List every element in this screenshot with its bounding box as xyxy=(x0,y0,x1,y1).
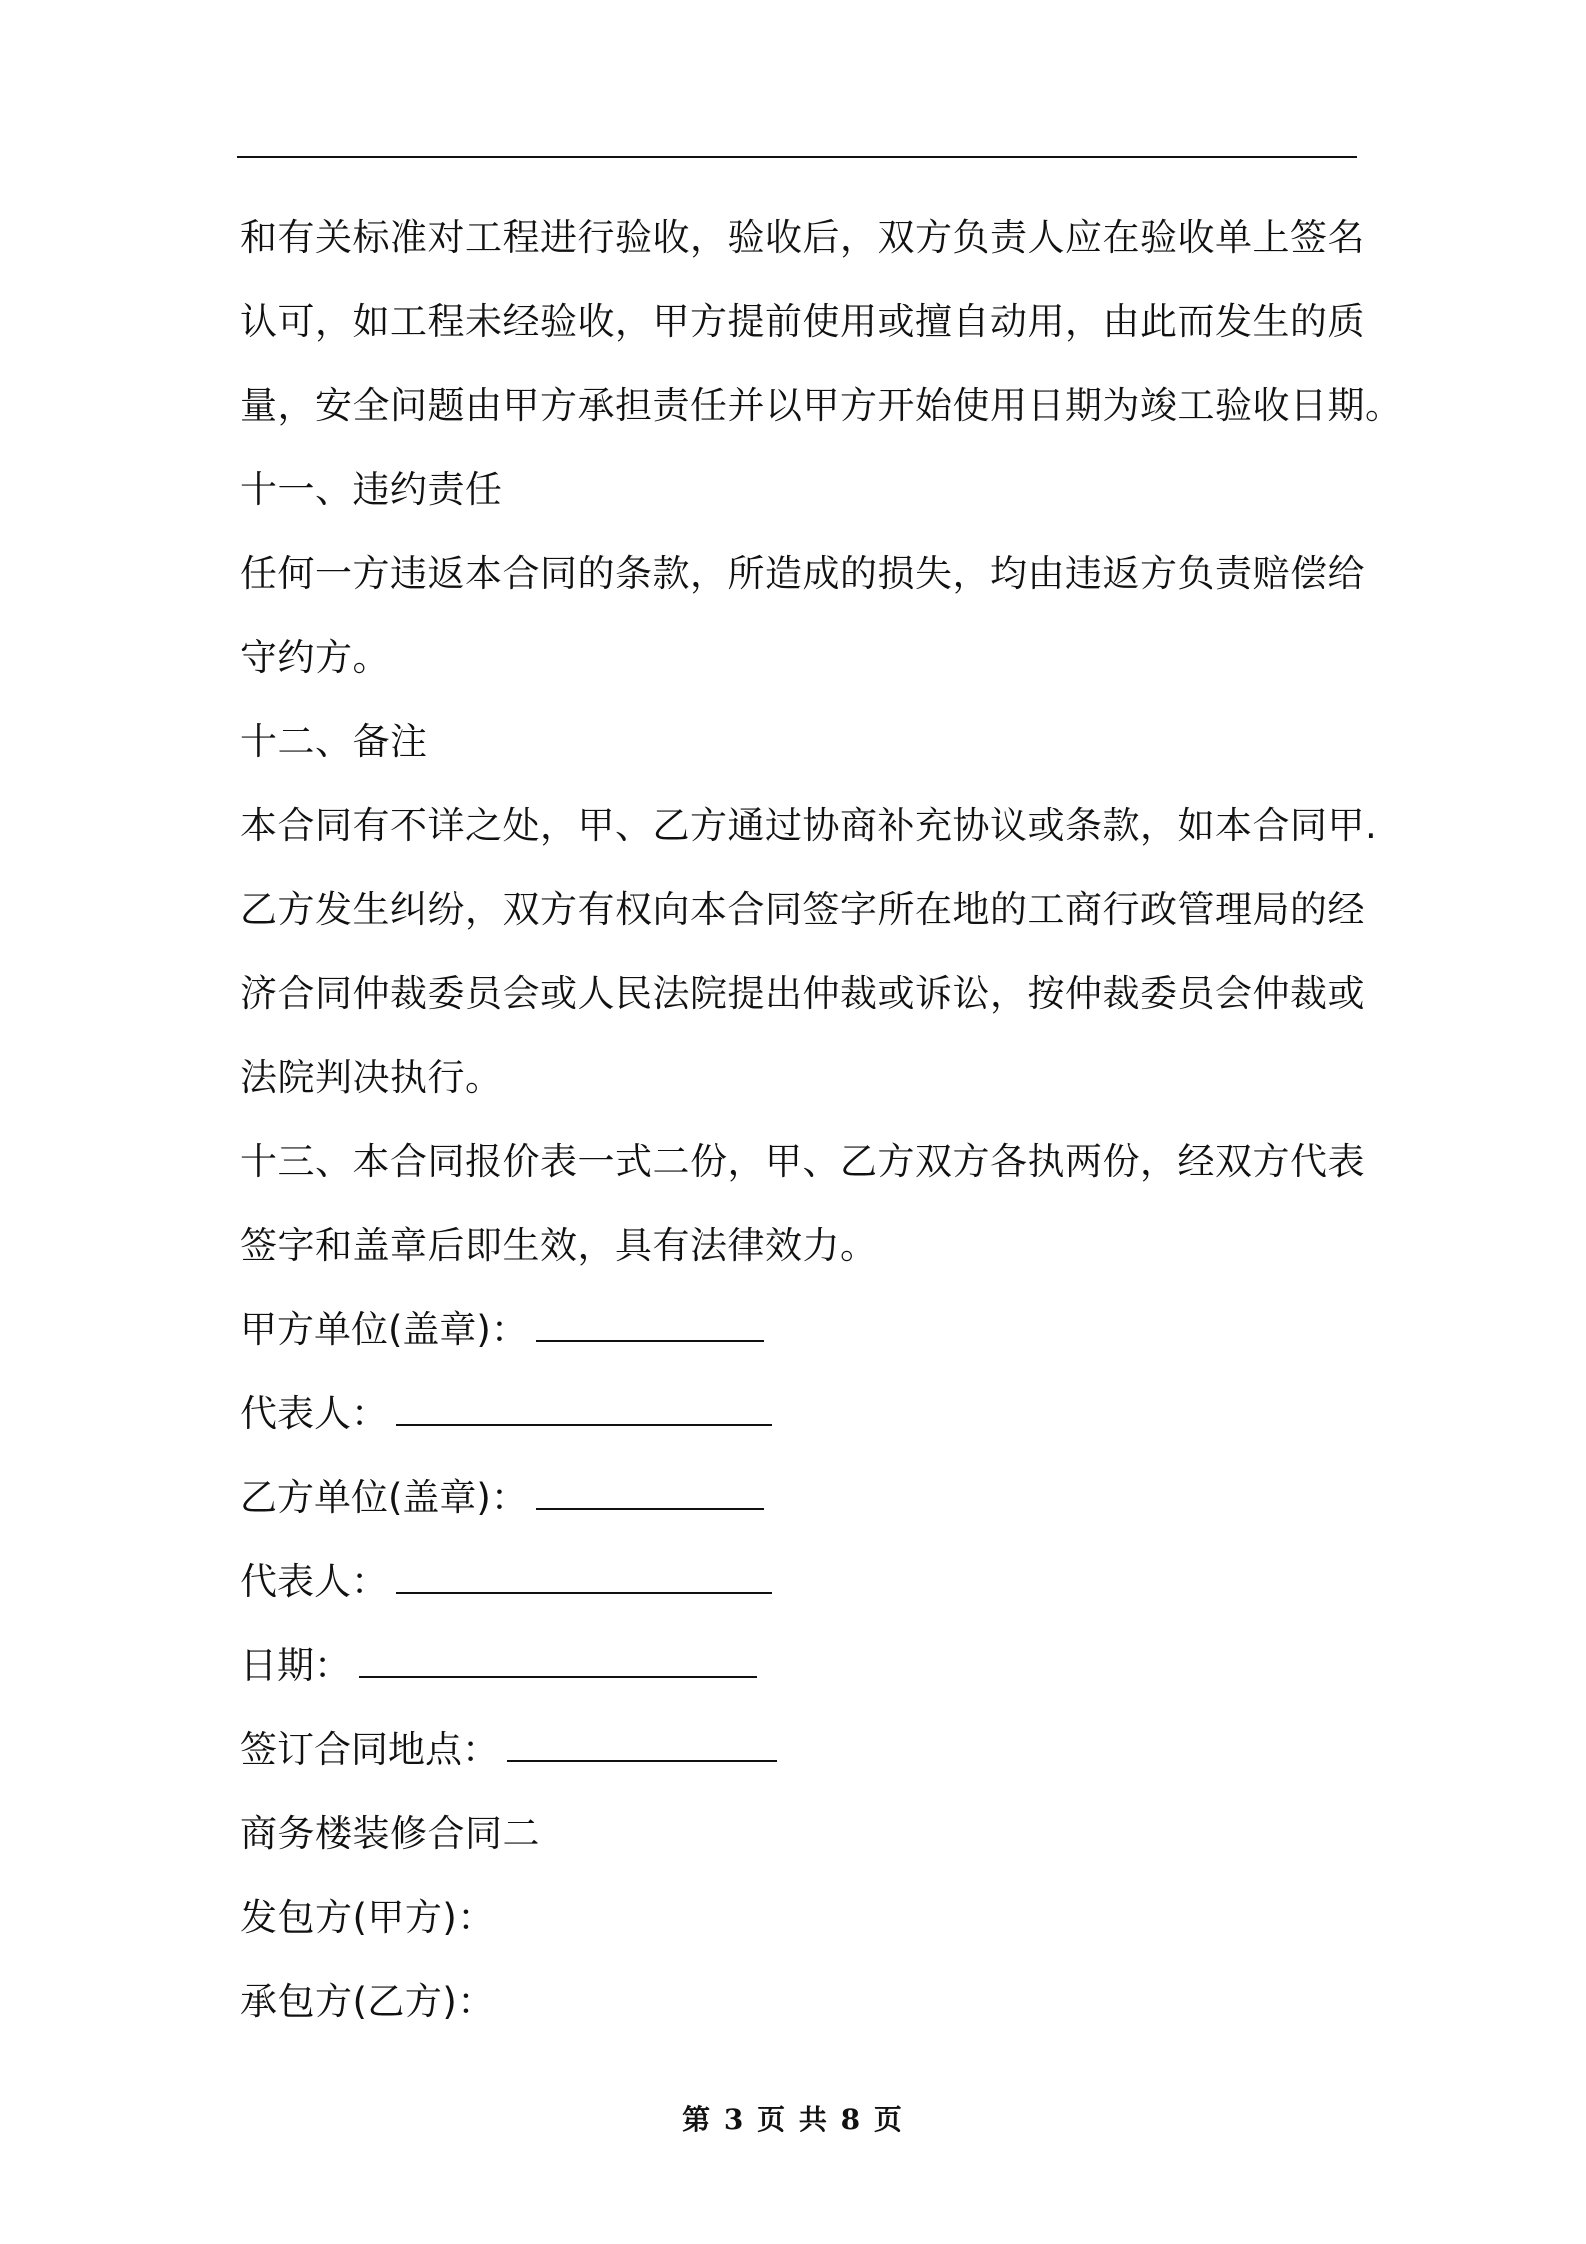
section-13-line: 签字和盖章后即生效，具有法律效力。 xyxy=(240,1224,878,1267)
header-rule xyxy=(237,156,1357,158)
contractor-line: 承包方(乙方)： xyxy=(240,1980,495,2023)
paragraph-line: 守约方。 xyxy=(240,636,390,679)
signature-party-a-rep xyxy=(240,1372,1390,1456)
signature-place xyxy=(240,1708,1390,1792)
signature-blank[interactable] xyxy=(536,1478,764,1510)
paragraph-line: 济合同仲裁委员会或人民法院提出仲裁或诉讼，按仲裁委员会仲裁或 xyxy=(240,972,1365,1015)
signature-label: 日期： xyxy=(240,1644,351,1687)
employer-line: 发包方(甲方)： xyxy=(240,1896,495,1939)
paragraph-line: 量，安全问题由甲方承担责任并以甲方开始使用日期为竣工验收日期。 xyxy=(240,384,1403,427)
signature-blank[interactable] xyxy=(396,1562,772,1594)
section-heading-breach: 十一、违约责任 xyxy=(240,468,503,511)
contract-two-title: 商务楼装修合同二 xyxy=(240,1812,540,1855)
paragraph-line: 认可，如工程未经验收，甲方提前使用或擅自动用，由此而发生的质 xyxy=(240,300,1365,343)
signature-party-b-rep xyxy=(240,1540,1390,1624)
signature-label: 签订合同地点： xyxy=(240,1728,499,1771)
paragraph-line: 本合同有不详之处，甲、乙方通过协商补充协议或条款，如本合同甲. xyxy=(240,804,1378,847)
signature-blank[interactable] xyxy=(536,1310,764,1342)
signature-date xyxy=(240,1624,1390,1708)
paragraph-line: 法院判决执行。 xyxy=(240,1056,503,1099)
paragraph-line: 和有关标准对工程进行验收，验收后，双方负责人应在验收单上签名 xyxy=(240,216,1365,259)
document-body xyxy=(240,196,1403,2044)
section-13-line: 十三、本合同报价表一式二份，甲、乙方双方各执两份，经双方代表 xyxy=(240,1140,1365,1183)
paragraph-line: 任何一方违返本合同的条款，所造成的损失，均由违返方负责赔偿给 xyxy=(240,552,1365,595)
signature-blank[interactable] xyxy=(396,1394,772,1426)
signature-blank[interactable] xyxy=(507,1730,777,1762)
signature-label: 甲方单位(盖章)： xyxy=(240,1308,528,1351)
page-number: 第 3 页 共 8 页 xyxy=(682,2103,904,2136)
signature-party-a-unit xyxy=(240,1288,1390,1372)
section-heading-remarks: 十二、备注 xyxy=(240,720,428,763)
signature-blank[interactable] xyxy=(359,1646,757,1678)
signature-party-b-unit xyxy=(240,1456,1390,1540)
paragraph-line: 乙方发生纠纷，双方有权向本合同签字所在地的工商行政管理局的经 xyxy=(240,888,1365,931)
signature-label: 代表人： xyxy=(240,1392,388,1435)
signature-label: 乙方单位(盖章)： xyxy=(240,1476,528,1519)
signature-label: 代表人： xyxy=(240,1560,388,1603)
